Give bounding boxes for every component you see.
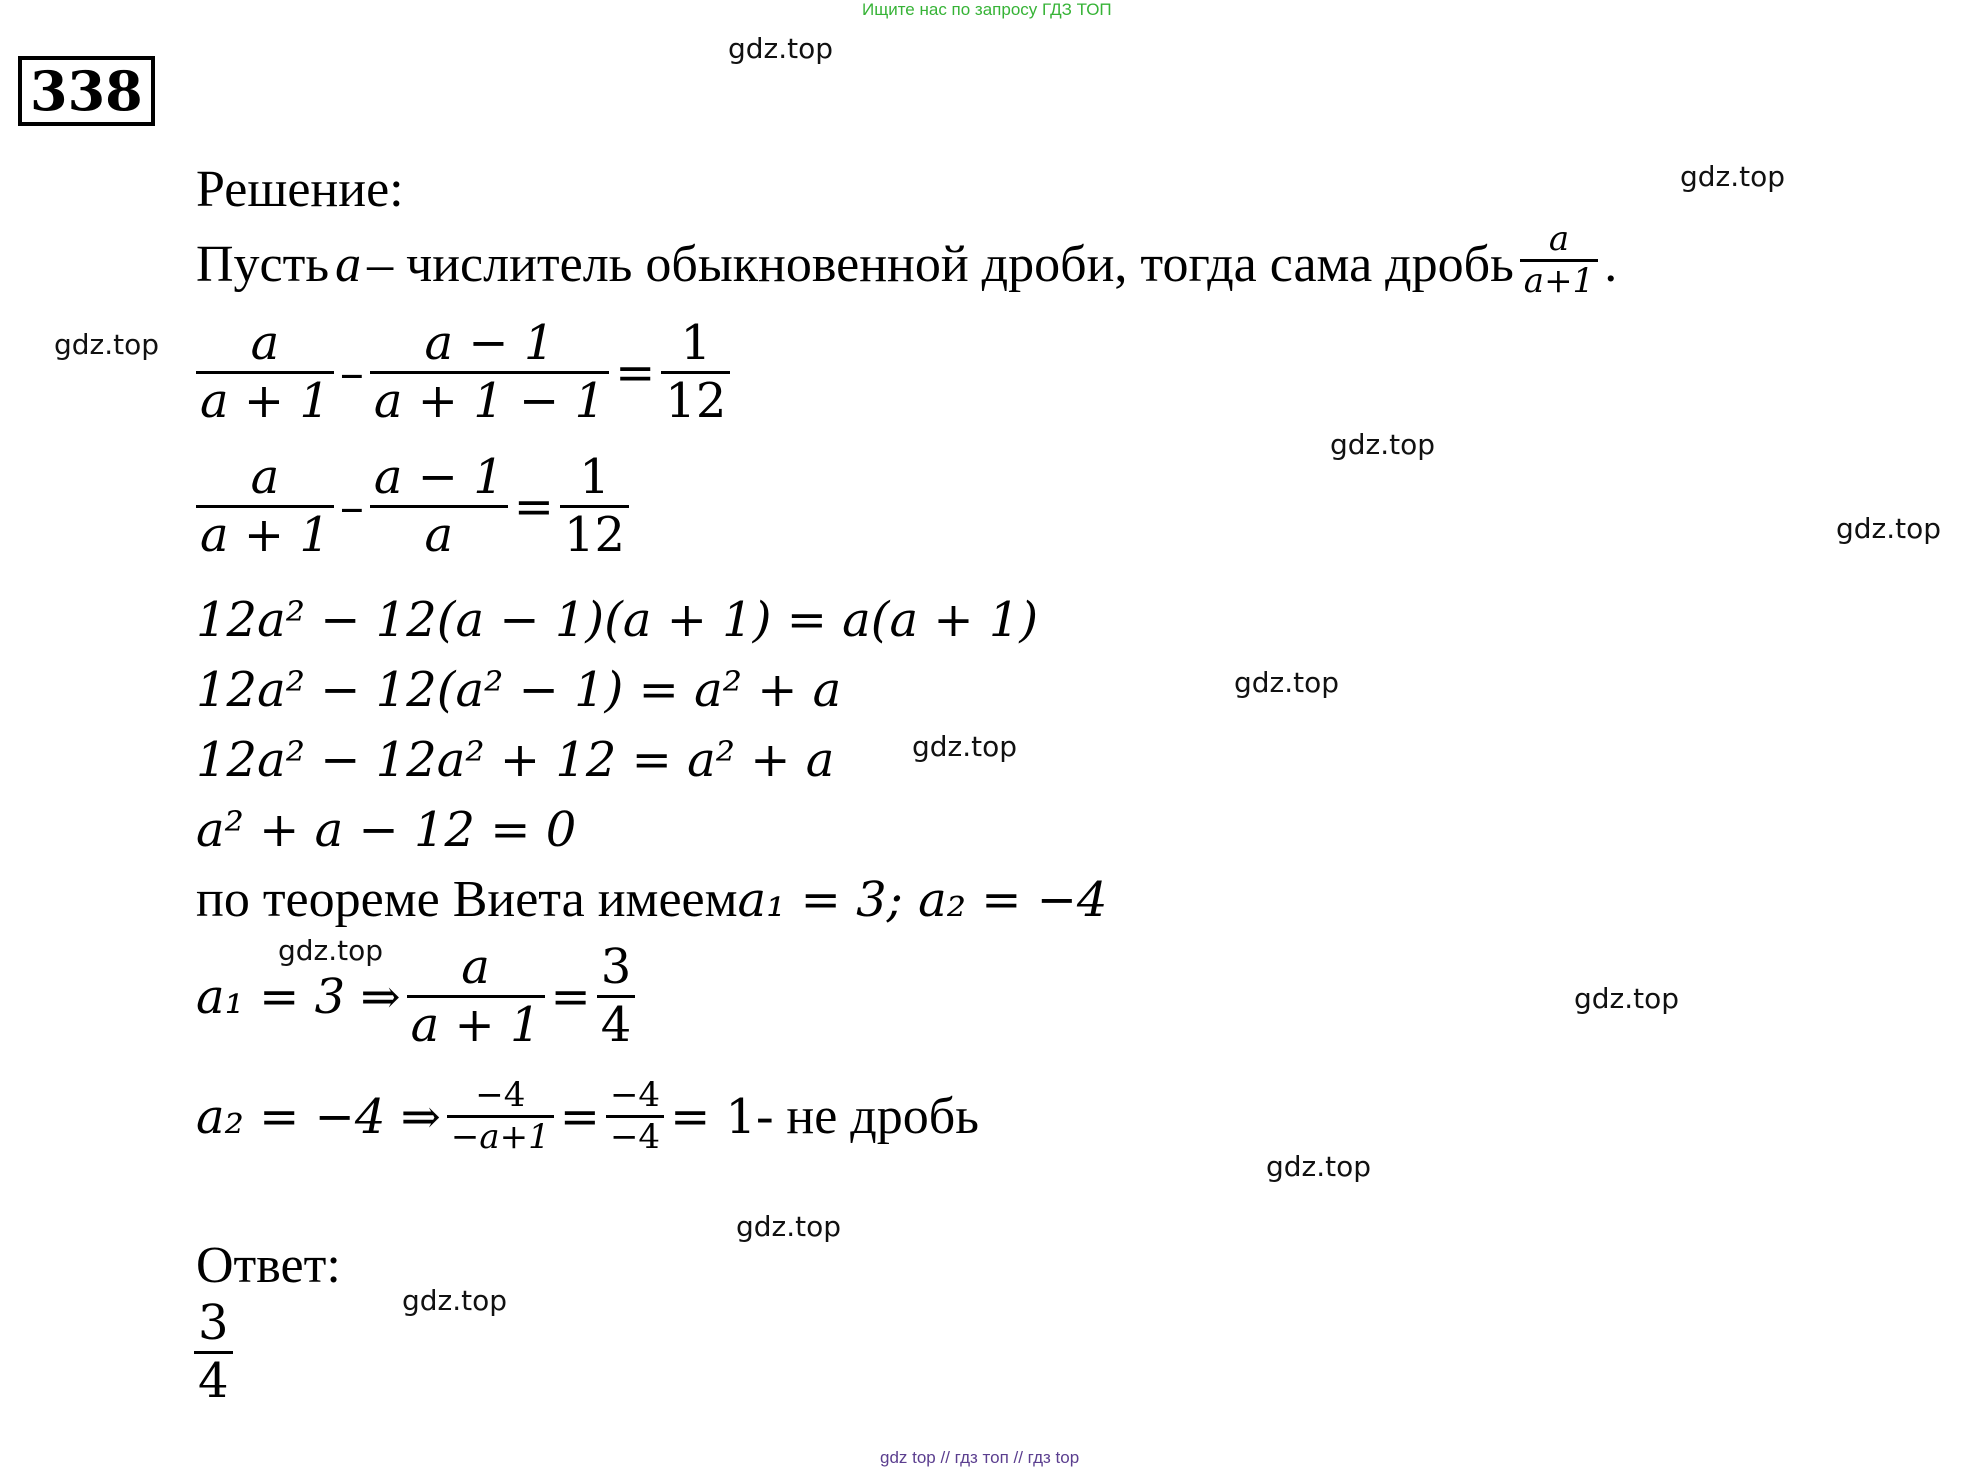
answer-num: 3 <box>198 1295 229 1351</box>
top-search-note: Ищите нас по запросу ГДЗ ТОП <box>862 0 1112 19</box>
equation-2 <box>190 450 635 563</box>
equation-3: 12a² − 12(a − 1)(a + 1) = a(a + 1) <box>196 592 1039 648</box>
equation-5: 12a² − 12a² + 12 = a² + a <box>196 732 835 788</box>
case1-result-num: 3 <box>600 939 632 995</box>
intro-frac-den: a+1 <box>1523 261 1595 302</box>
intro-frac-num: a <box>1548 219 1570 259</box>
watermark: gdz.top <box>402 1284 508 1317</box>
case2-fraction <box>447 1076 554 1157</box>
intro-after: – числитель обыкновенной дроби, тогда сама дробь <box>367 235 1514 293</box>
eq1-f1-den: a + 1 <box>200 373 330 430</box>
vieta-roots: a₁ = 3; a₂ = −4 <box>737 872 1108 928</box>
case1-equals: = <box>550 968 591 1025</box>
case-1 <box>196 940 641 1053</box>
equation-6: a² + a − 12 = 0 <box>196 802 577 858</box>
case1-frac-num: a <box>461 939 490 995</box>
answer-den: 4 <box>198 1353 229 1410</box>
eq1-f1-num: a <box>250 315 280 371</box>
case2-left: a₂ = −4 ⇒ <box>196 1088 441 1145</box>
watermark: gdz.top <box>728 32 834 65</box>
case-2 <box>196 1076 979 1157</box>
watermark: gdz.top <box>1330 428 1436 461</box>
answer-frac <box>194 1296 233 1409</box>
problem-number: 338 <box>18 56 155 126</box>
case2-frac-den: −a+1 <box>450 1117 550 1158</box>
watermark: gdz.top <box>736 1210 842 1243</box>
vieta-line <box>196 870 1107 930</box>
case2-result <box>606 1076 664 1157</box>
watermark: gdz.top <box>1680 160 1786 193</box>
case2-result: = 1 <box>670 1088 757 1145</box>
eq1-f2-num: a − 1 <box>424 315 555 371</box>
case1-frac-den: a + 1 <box>410 997 541 1054</box>
intro-var: a <box>335 235 362 293</box>
equation-1 <box>190 316 736 429</box>
solution-heading: Решение: <box>196 161 404 218</box>
answer-label: Ответ: <box>196 1237 341 1294</box>
watermark: gdz.top <box>912 730 1018 763</box>
case1-fraction <box>407 940 545 1053</box>
watermark: gdz.top <box>1836 512 1942 545</box>
eq1-fraction-1 <box>196 316 334 429</box>
intro-before: Пусть <box>196 235 330 293</box>
eq2-f3-num: 1 <box>579 449 610 505</box>
eq1-fraction-3 <box>661 316 730 429</box>
watermark: gdz.top <box>1266 1150 1372 1183</box>
case2-result-den: −4 <box>609 1117 661 1158</box>
eq1-operator: – <box>339 344 364 401</box>
case2-equals: = <box>559 1088 600 1145</box>
eq2-operator: – <box>339 478 364 535</box>
vieta-text: по теореме Виета имеем <box>196 871 738 928</box>
eq1-equals: = <box>615 344 656 401</box>
intro-fraction <box>1520 220 1598 301</box>
watermark: gdz.top <box>54 328 160 361</box>
case1-result <box>597 940 636 1053</box>
intro-line <box>196 219 1618 302</box>
eq2-f1-den: a + 1 <box>200 507 330 564</box>
eq1-f2-den: a + 1 − 1 <box>373 373 606 430</box>
eq2-fraction-3 <box>560 450 629 563</box>
eq2-f2-den: a <box>424 507 454 564</box>
eq1-f3-num: 1 <box>680 315 712 371</box>
watermark: gdz.top <box>1574 982 1680 1015</box>
eq2-f1-num: a <box>250 449 280 505</box>
eq1-fraction-2 <box>370 316 609 429</box>
case1-left: a₁ = 3 ⇒ <box>196 968 401 1025</box>
answer-fraction <box>194 1296 233 1409</box>
case1-result-den: 4 <box>600 997 632 1054</box>
intro-end: . <box>1604 235 1618 293</box>
eq1-f3-den: 12 <box>665 373 727 430</box>
eq2-f2-num: a − 1 <box>373 449 504 505</box>
eq2-f3-den: 12 <box>564 507 626 564</box>
eq2-equals: = <box>513 478 554 535</box>
case2-frac-num: −4 <box>475 1075 526 1115</box>
watermark: gdz.top <box>278 934 384 967</box>
watermark: gdz.top <box>1234 666 1340 699</box>
footer-note: gdz top // гдз топ // гдз top <box>880 1448 1080 1467</box>
case2-note: - не дробь <box>756 1087 979 1145</box>
eq2-fraction-1 <box>196 450 334 563</box>
equation-4: 12a² − 12(a² − 1) = a² + a <box>196 662 842 718</box>
eq2-fraction-2 <box>370 450 508 563</box>
case2-result-num: −4 <box>609 1075 661 1115</box>
